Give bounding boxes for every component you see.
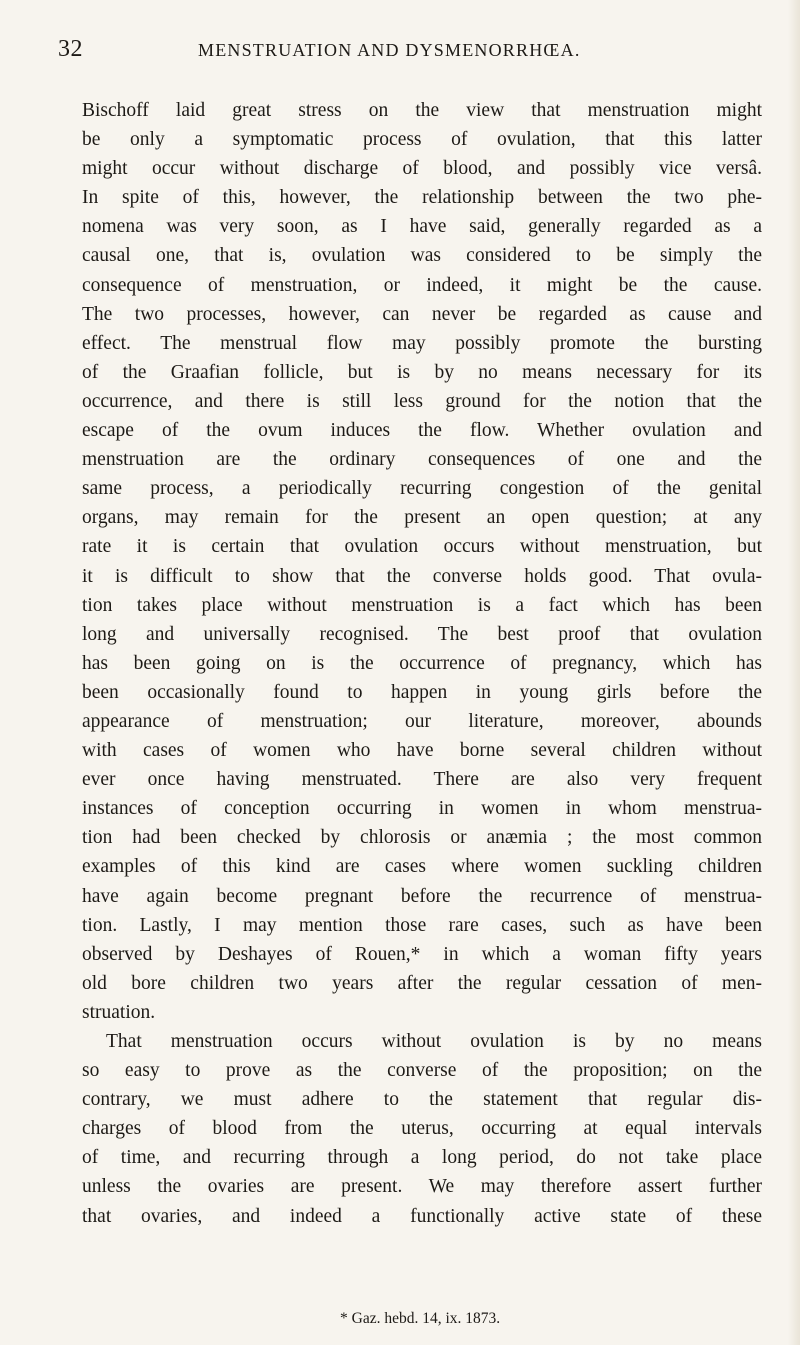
text-line: contrary, we must adhere to the statement that regular dis- (82, 1089, 762, 1111)
text-line: Bischoff laid great stress on the view that menstruation might (82, 100, 762, 121)
text-line: menstruation are the ordinary consequences of one and the (82, 449, 762, 471)
text-line: organs, may remain for the present an open question; at any (82, 507, 762, 529)
text-line: unless the ovaries are present. We may therefore assert further (82, 1176, 762, 1198)
text-line: been occasionally found to happen in young girls before the (82, 681, 762, 703)
text-line: so easy to prove as the converse of the proposition; on the (82, 1060, 762, 1082)
text-line: old bore children two years after the regular cessation of men- (82, 972, 762, 994)
text-line: nomena was very soon, as I have said, generally regarded as a (82, 216, 762, 238)
text-line: observed by Deshayes of Rouen,* in which a woman fifty years (82, 943, 762, 965)
text-line: charges of blood from the uterus, occurring at equal intervals (82, 1118, 762, 1140)
footnote: * Gaz. hebd. 14, ix. 1873. (340, 1310, 501, 1327)
text-line: tion takes place without menstruation is a fact which has been (82, 594, 762, 616)
running-title: MENSTRUATION AND DYSMENORRHŒA. (198, 40, 581, 60)
text-line: have again become pregnant before the recurrence of menstrua- (82, 885, 762, 907)
paragraph-end-line: struation. (82, 1001, 156, 1023)
running-head (58, 36, 758, 66)
text-line: with cases of women who have borne several children without (82, 740, 762, 762)
page-edge-shadow (788, 0, 800, 1345)
text-line: The two processes, however, can never be regarded as cause and (82, 303, 762, 325)
text-line: it is difficult to show that the converse holds good. That ovula- (82, 565, 762, 587)
body-text (82, 96, 762, 1231)
text-line: has been going on is the occurrence of pregnancy, which has (82, 652, 762, 674)
text-line: rate it is certain that ovulation occurs without menstruation, but (82, 536, 762, 558)
text-line: be only a symptomatic process of ovulation, that this latter (82, 129, 762, 151)
text-line: consequence of menstruation, or indeed, it might be the cause. (82, 274, 762, 296)
text-line: occurrence, and there is still less ground for the notion that the (82, 390, 762, 412)
text-line: same process, a periodically recurring congestion of the genital (82, 478, 762, 500)
text-line: instances of conception occurring in women in whom menstrua- (82, 798, 762, 820)
paragraph-start-line: That menstruation occurs without ovulation is by no means (106, 1031, 762, 1052)
text-line: of the Graafian follicle, but is by no means necessary for its (82, 361, 762, 383)
text-line: of time, and recurring through a long period, do not take place (82, 1147, 762, 1169)
text-line: In spite of this, however, the relationship between the two phe- (82, 187, 762, 209)
text-line: causal one, that is, ovulation was considered to be simply the (82, 245, 762, 267)
text-line: ever once having menstruated. There are also very frequent (82, 769, 762, 791)
text-line: tion had been checked by chlorosis or anæmia ; the most common (82, 827, 762, 849)
text-line: that ovaries, and indeed a functionally active state of these (82, 1205, 762, 1227)
text-line: examples of this kind are cases where women suckling children (82, 856, 762, 878)
text-line: escape of the ovum induces the flow. Whether ovulation and (82, 420, 762, 442)
text-line: appearance of menstruation; our literature, moreover, abounds (82, 710, 762, 732)
text-line: effect. The menstrual flow may possibly promote the bursting (82, 332, 762, 354)
text-line: might occur without discharge of blood, and possibly vice versâ. (82, 158, 762, 180)
page-number: 32 (58, 36, 83, 62)
text-line: long and universally recognised. The best proof that ovulation (82, 623, 762, 645)
text-line: tion. Lastly, I may mention those rare cases, such as have been (82, 914, 762, 936)
